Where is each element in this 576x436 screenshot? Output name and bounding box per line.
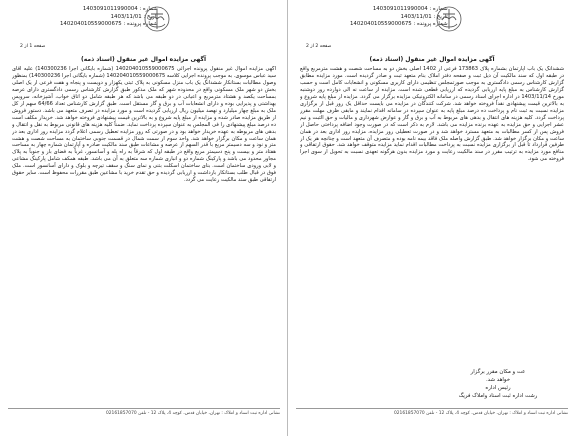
signature-line-1: عت و مکان مقرر برگزار — [470, 369, 526, 375]
file-label: شماره پرونده : — [123, 21, 158, 27]
date-label: تاریخ : — [143, 13, 158, 20]
left-notice-body: آگهی مزایده اموال غیر منقول پرونده اجرائی 140204010559000675 (شماره بایگانی اجرا 140300236) علیه آقای سید عباس موسوی. به موجب پرونده اجرایی کلاسه 140204010559000675 (شماره بایگانی اجرا 140300236) بمنظور وصول مطالبات بستانکار ششدانگ یک باب منزل مسکونی به پلاک ثبتی یکهزار و دویست و پنجاه و هفت فرعی از یک اصلی بخش دو شهر ملک مسکونی واقع در محدوده شهر که ملک مذکور طبق گزارش کارشناس رسمی دادگستری دارای عرصه بمساحت یکصد و هشتاد مترمربع و اعیانی در دو طبقه می باشد که هر طبقه شامل دو اتاق خواب، آشپزخانه، سرویس بهداشتی و پذیرایی بوده و دارای انشعابات آب و برق و گاز مستقل است. طبق گزارش کارشناس تعداد 64/66 سهم از کل ملک به مبلغ چهار میلیارد و نهصد میلیون ریال ارزیابی گردیده است و مورد مزایده در تصرف متعهد می باشد. دستور فروش از طریق مزایده صادر شده و مزایده از مبلغ پایه شروع و به بالاترین قیمت پیشنهادی فروخته خواهد شد. خریدار مکلف است ده درصد مبلغ پیشنهادی را فی المجلس به عنوان سپرده پرداخت نماید. ضمناً کلیه هزینه های قانونی مربوط به نقل و انتقال و بدهی های مربوطه به عهده خریدار خواهد بود و در صورتی که روز مزایده تعطیل رسمی اعلام گردد مزایده روز اداری بعد در همان ساعت و مکان برگزار خواهد شد. واحد سوم از سمت شمال در قسمت جنوبی ساختمان به مساحت شصت و هشت متر و نود و سه دسیمتر مربع با قدر السهم از عرصه و مشاعات طبق سند مالکیت صادره و آپارتمان شماره چهار به مساحت هفتاد متر و بیست و پنج دسیمتر مربع واقع در طبقه اول که شرقاً به راه پله و آسانسور، غرباً به فضای باز و جنوباً به پلاک مجاور محدود می باشد و پارکینگ شماره دو و انباری شماره سه متعلق به آن می باشد. طبقه همکف شامل پارکینگ مشاعی و لابی ورودی ساختمان است. بنای ساختمان اسکلت بتنی و نمای سنگ و سقف تیرچه و بلوک و دارای آسانسور است. ملک فوق در قبال طلب بستانکار بازداشت و ارزیابی گردیده و حق تقدم خرید با مشاعین طبق مقررات محفوظ است. سایر حقوق ارتفاقی طبق سند مالکیت رعایت می گردد. — [12, 66, 276, 184]
right-notice-body: ششدانگ یک باب آپارتمان بشماره پلاک 173863 فرعی از 1402 اصلی بخش دو به مساحت شصت و هشت مترمربع واقع در طبقه اول که سند مالکیت آن ذیل ثبت و صفحه دفتر املاک بنام متعهد ثبت و صادر گردیده است. مورد مزایده مطابق گزارش کارشناس رسمی دادگستری به موجب صورتمجلس تنظیمی دارای کاربری مسکونی و انشعابات کامل است و حسب گزارش کارشناس به مبلغ پایه ارزیابی گردیده که ارزیابی قطعی شده است. مزایده از ساعت نه الی دوازده روز دوشنبه مورخ 1403/11/14 در اداره اجرای اسناد رسمی در سامانه الکترونیکی مزایده برگزار می گردد. مزایده از مبلغ پایه شروع و به بالاترین قیمت پیشنهادی نقداً فروخته خواهد شد. شرکت کنندگان در مزایده می بایست حداقل یک روز قبل از برگزاری مزایده نسبت به ثبت نام و پرداخت ده درصد مبلغ پایه به عنوان سپرده در سامانه اقدام نمایند و مابقی ظرف مهلت مقرر پرداخت گردد. کلیه هزینه های انتقال و بدهی های مربوط به آب و برق و گاز و عوارض شهرداری و مالیات و حق الثبت و نیم عشر اجرایی و حق مزایده به عهده برنده مزایده می باشد. لازم به ذکر است که در صورت وجود اضافه پرداختی حاصل از فروش پس از کسر مطالبات به متعهد مسترد خواهد شد و در صورت تعطیلی روز مزایده، مزایده روز اداری بعد در همان ساعت و مکان برگزار خواهد شد. طبق گزارش واصله ملک فاقد بیمه نامه بوده و متصرف آن متعهد است و چنانچه هر یک از طرفین قرارداد تا قبل از برگزاری مزایده نسبت به پرداخت مطالبات اقدام نماید مزایده متوقف خواهد شد. حقوق ارتفاقی و منافع مورد مزایده به ترتیب مقرر در سند مالکیت رعایت و مورد مزایده بدون هرگونه تعهدی نسبت به تحویل از سوی اجرا فروخته می شود. — [300, 66, 564, 163]
right-page — [288, 0, 576, 436]
left-number: 1403091011990004 — [82, 6, 138, 12]
date-label: تاریخ : — [433, 13, 448, 20]
emblem-icon — [142, 4, 172, 34]
signature-line-2: خواهد شد. — [485, 377, 511, 383]
left-file-number: 140204010559000675 — [60, 21, 122, 27]
right-header-meta — [350, 6, 448, 29]
left-footer-address: نشانی اداره ثبت اسناد و املاک : تهران، خیابان قدس، کوچه 4، پلاک 12 - تلفن 02161857070 — [105, 411, 280, 416]
right-date: 1403/11/01 — [400, 13, 432, 20]
right-file-number: 140204010559000675 — [350, 21, 412, 27]
signature-block — [438, 368, 558, 400]
number-label: شماره : — [139, 6, 158, 12]
right-notice-title: آگهی مزایده اموال غیر منقول (اسناد ذمه) — [369, 56, 495, 63]
file-label: شماره پرونده : — [413, 21, 448, 27]
signature-title: رئیس اداره — [485, 385, 511, 391]
emblem-icon — [434, 4, 464, 34]
left-date: 1403/11/01 — [110, 13, 142, 20]
left-page-number: صفحه 1 از 2 — [20, 44, 46, 49]
footer-divider — [8, 408, 280, 409]
right-footer — [296, 408, 568, 417]
left-notice-title: آگهی مزایده اموال غیر منقول (اسناد ذمه) — [80, 56, 207, 63]
footer-divider — [296, 408, 568, 409]
left-footer — [8, 408, 280, 417]
right-page-number: صفحه 2 از 2 — [306, 44, 332, 49]
signature-office: رشت اداره ثبت اسناد واملاک فریگ — [458, 393, 538, 399]
number-label: شماره : — [429, 6, 448, 12]
right-footer-address: نشانی اداره ثبت اسناد و املاک : تهران، خیابان قدس، کوچه 4، پلاک 12 - تلفن 02161857070 — [393, 411, 568, 416]
right-number: 1403091011990004 — [372, 6, 428, 12]
